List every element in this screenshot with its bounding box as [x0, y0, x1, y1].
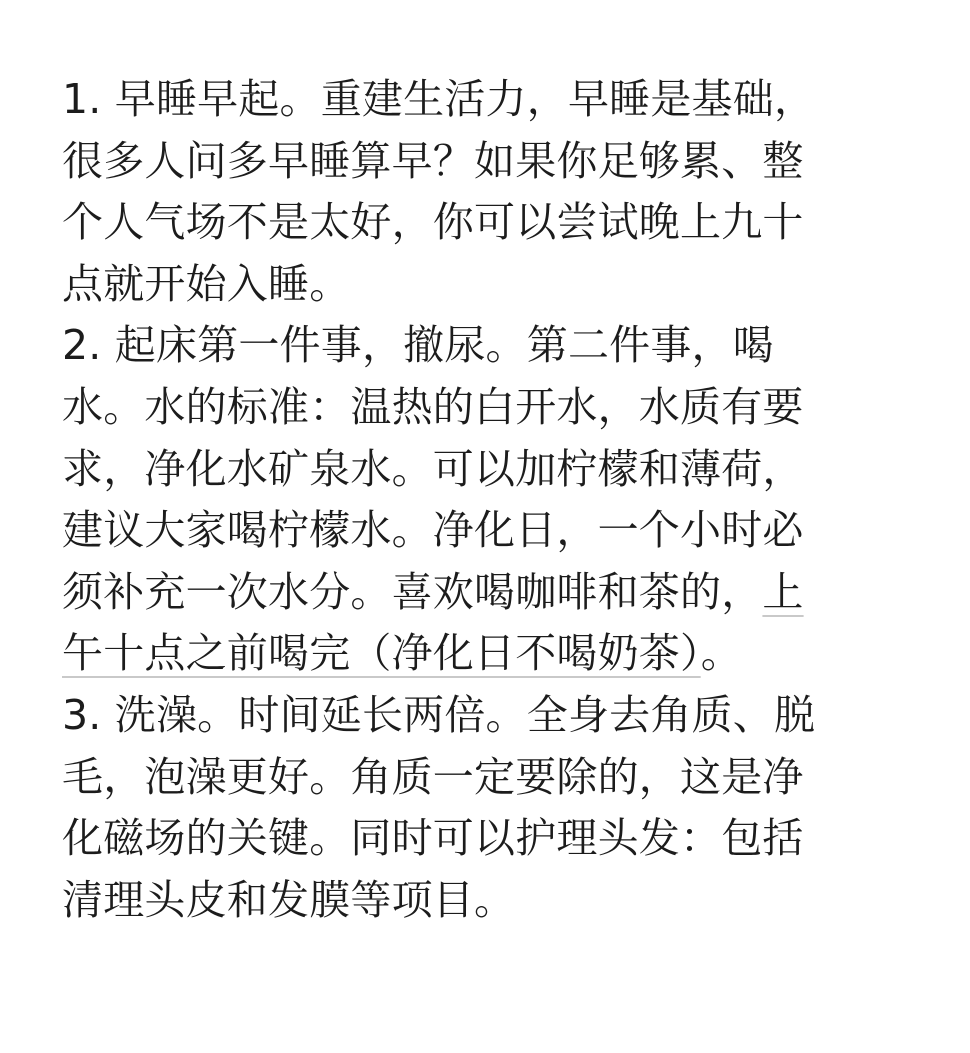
text-segment: 须补充一次水分。喜欢喝咖啡和茶的， — [62, 567, 763, 616]
article-text — [62, 69, 922, 931]
text-line: 求，净化水矿泉水。可以加柠檬和薄荷， — [62, 444, 804, 493]
text-line: 1. 早睡早起。重建生活力，早睡是基础， — [62, 75, 816, 123]
text-line: 3. 洗澡。时间延长两倍。全身去角质、脱 — [62, 690, 816, 739]
text-line: 清理头皮和发膜等项目。 — [62, 875, 516, 924]
text-line — [62, 623, 922, 685]
underlined-text: 午十点之前喝完（净化日不喝奶茶） — [62, 629, 701, 678]
text-line: 建议大家喝柠檬水。净化日，一个小时必 — [62, 506, 804, 555]
text-line: 水。水的标准：温热的白开水，水质有要 — [62, 382, 804, 431]
text-segment: 。 — [700, 629, 742, 678]
text-line: 点就开始入睡。 — [62, 259, 351, 308]
text-line: 2. 起床第一件事，撤尿。第二件事，喝 — [62, 321, 774, 370]
underlined-text: 上 — [762, 567, 804, 616]
text-line: 很多人问多早睡算早？如果你足够累、整 — [62, 136, 804, 185]
text-line: 个人气场不是太好，你可以尝试晚上九十 — [62, 198, 804, 247]
text-line: 毛，泡澡更好。角质一定要除的，这是净 — [62, 752, 804, 801]
text-line: 化磁场的关键。同时可以护理头发：包括 — [62, 814, 804, 863]
text-line — [62, 562, 922, 624]
